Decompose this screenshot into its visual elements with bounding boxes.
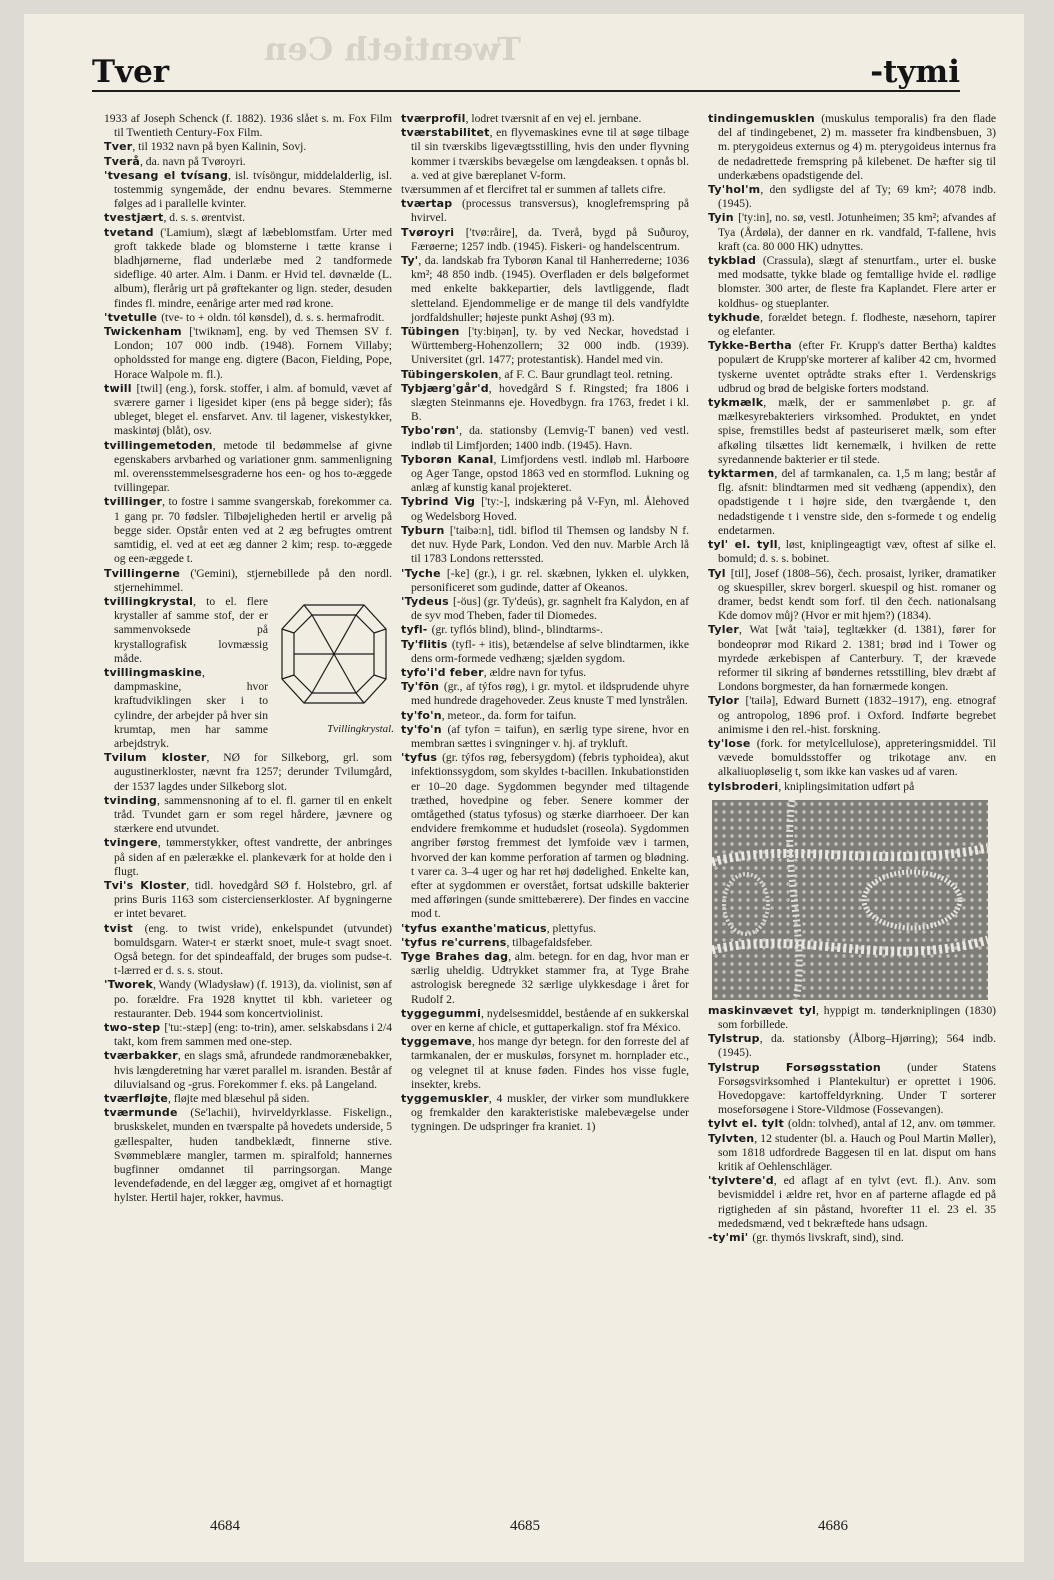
headword: 'tvetulle <box>104 310 162 324</box>
entry: 'Tyche [-ke] (gr.), i gr. rel. skæbnen, lykken el. ulykken, personificeret som gudinde, datter af Okeanos. <box>401 566 690 594</box>
headword: Tübingerskolen <box>401 367 499 381</box>
headword: Tvilum kloster <box>104 751 207 765</box>
entry: 'tyfus re'currens, tilbagefaldsfeber. <box>401 935 593 949</box>
headword: tværmunde <box>104 1106 191 1120</box>
headword: tvetand <box>104 225 161 239</box>
headword: tværprofil <box>401 112 466 125</box>
entry: tværsummen af et flercifret tal er summen af tallets cifre. <box>401 183 666 197</box>
headword: Tverå <box>104 154 140 168</box>
entry: tvillingkrystal, to el. flere krystaller af samme stof, der er sammenvoksede på krystallografisk lovmæssig måde. <box>104 594 268 665</box>
headword: Ty'fōn <box>401 680 444 694</box>
entry: Tylstrup, da. stationsby (Ålborg–Hjørring); 564 indb. (1945). <box>708 1032 996 1060</box>
headword: tværtap <box>401 197 463 211</box>
entry: 'Tworek, Wandy (Wladysław) (f. 1913), da. violinist, søn af po. forældre. Fra 1928 knyttet til kbh. varieteer og restauranter. Deb. 1944 som koncertviolinist. <box>104 978 392 1020</box>
entry: Tybrind Vig ['ty:-], indskæring på V-Fyn, ml. Ålehoved og Wedelsborg Hoved. <box>401 495 689 523</box>
entry: tyggemave, hos mange dyr betegn. for den forreste del af tarmkanalen, der er muskuløs, forsynet m. hornplader etc., og velegnet til at knuse føden. Findes hos visse fugle, insekter, krebs. <box>401 1035 689 1091</box>
entry: tyl' el. tyll, løst, kniplingeagtigt væv, oftest af silke el. bomuld; d. s. s. bobinet. <box>708 538 996 566</box>
headword: tyktarmen <box>708 467 775 481</box>
entry: ty'fo'n, meteor., da. form for taifun. <box>401 708 577 722</box>
entry: Ty'hol'm, den sydligste del af Ty; 69 km²; 4078 indb. (1945). <box>708 183 996 211</box>
headword: 'tyfus <box>401 751 443 765</box>
entry: tvillinger, to fostre i samme svangerskab, forekommer ca. 1 gang pr. 70 fødsler. Tilbøjeligheden hertil er arvelig på begge sider. Opstår enten ved at 2 æg befrugtes omtrent samtidig, el. ved at eet æg danner 2 kim; resp. to-æggede og een-æggede t. <box>104 495 392 566</box>
headword: tvinding <box>104 793 157 807</box>
header-last-word: -tymi <box>870 54 960 90</box>
headword: twill <box>104 381 137 395</box>
entry: tværstabilitet, en flyvemaskines evne til at søge tilbage til sin tværskibs ligevægtsstilling, hvis den under flyvning kommer i tværskibs bevægelse om længdeaksen. t opnås bl. a. ved at give bæreplanet V-form. <box>401 126 689 182</box>
headword: Twickenham <box>104 325 190 339</box>
entry: Tykke-Bertha (efter Fr. Krupp's datter Bertha) kaldtes populært de Krupp'ske morterer af kaliber 42 cm, hvormed tyskerne uventet optrådte straks efter 1. Verdenskrigs udbrud og brød de belgiske forters modstand. <box>708 339 996 395</box>
entry: tværmunde (Se'lachii), hvirveldyrklasse. Fiskelign., bruskskelet, munden en tværspalte på hovedets underside, 5 gællespalter, huden tandbeklædt, finnerne stive. Svømmeblære mangler, tarmen m. spiralfold; hannernes bugfinner omdannet til parringsorgan. Mange levendefødende, en del lægger æg, omgivet af et hornagtigt hylster. Hertil hajer, rokker, havmus. <box>104 1106 393 1205</box>
entry: tvillingemetoden, metode til bedømmelse af givne egenskabers arvbarhed og variationer gnm. sammenligning ml. overensstemmelsesgraderne hos een- og hos to-æggede tvillingepar. <box>104 438 392 495</box>
entry: tvingere, tømmerstykker, oftest vandrette, der anbringes på siden af en pælerække el. plankeværk for at holde den i flugt. <box>104 836 392 878</box>
entry: Tyler, Wat [wåt 'taiə], tegltækker (d. 1381), fører for bondeoprør mod Rikard 2. 1381; brød ind i Tower og myrdede ærkebispen af Canterbury. T, der krævede reformer til sikring af bøndernes retsstilling, blev dræbt af Londons borgmester, da han fornærmede kongen. <box>708 623 996 694</box>
headword: tyl' el. tyll <box>708 538 778 552</box>
entry: tværfløjte, fløjte med blæsehul på siden. <box>104 1092 310 1106</box>
entry: ty'lose (fork. for metylcellulose), appreteringsmiddel. Til vævede bomuldsstoffer og trikotage anv. en alkaliuopløselig t, som ikke kan vaskes ud af varen. <box>708 736 996 779</box>
headword: Tyler <box>708 623 740 637</box>
entry: 'Tydeus [-öus] (gr. Ty'deús), gr. sagnhelt fra Kalydon, en af de syv mod Theben, fader til Diomedes. <box>401 594 689 623</box>
entry: tykhude, forældet betegn. f. flodheste, næsehorn, tapirer og elefanter. <box>708 310 996 339</box>
entry: 'tvesang el tvísang, isl. tvísöngur, middelalderlig, isl. tostemmig syngemåde, der endnu bevares. Stemmerne følges ad i parallelle kvinter. <box>104 168 392 211</box>
headword: tvillingmaskine <box>104 665 203 679</box>
column-2 <box>401 112 689 1135</box>
entry: ty'fo'n (af tyfon = taifun), en særlig type sirene, hvor en membran sættes i svingninger v. hj. af trykluft. <box>401 722 689 750</box>
entry: tylsbroderi, kniplingsimitation udført på <box>708 779 915 793</box>
entry: tværtap (processus transversus), knoglefremspring på hvirvel. <box>401 197 689 225</box>
entry: tyggegummi, nydelsesmiddel, bestående af en sukkerskal over en kerne af chicle, et guttaperkalign. stof fra México. <box>401 1006 689 1034</box>
page-number-right: 4686 <box>818 1518 848 1534</box>
headword: tyggemuskler <box>401 1092 489 1106</box>
entry: Tyburn ['taibə:n], tidl. biflod til Themsen og landsby N f. det nuv. Hyde Park, London. Ved den nuv. Marble Arch lå til 1783 Londons retterssted. <box>401 523 689 566</box>
headword: Ty' <box>401 254 419 268</box>
headword: tværfløjte <box>104 1092 168 1106</box>
headword: maskinvævet tyl <box>708 1003 816 1017</box>
entry: Tyge Brahes dag, alm. betegn. for en dag, hvor man er særlig uheldig. Udtrykket stammer fra, at Tyge Brahe astrologisk beregnede 32 særlige ulykkesdage i året for Rudolf 2. <box>401 949 689 1006</box>
header-rule <box>92 90 960 92</box>
entry: tvist (eng. to twist vride), enkelspundet (utvundet) bomuldsgarn. Water-t er stærkt snoet, mule-t svagt snoet. Også betegn. for det spindeaffald, der bruges som pudse-t. t-lærred er d. s. s. stout. <box>104 921 392 978</box>
headword: 'tvesang el tvísang <box>104 168 229 182</box>
entry: two-step ['tu:-stæp] (eng: to-trin), amer. selskabsdans i 2/4 takt, kom frem sammen med one-step. <box>104 1021 392 1049</box>
headword: 'tyfus exanthe'maticus <box>401 921 547 935</box>
twin-crystal-figure <box>274 601 394 735</box>
entry: tyfo'i'd feber, ældre navn for tyfus. <box>401 665 587 679</box>
entry: twill [twil] (eng.), forsk. stoffer, i alm. af bomuld, vævet af sværere garner i ligesidet kiper (ens på begge sider); fås ubleget, bleget el. ensfarvet. Anv. til lagener, viskestykker, maskintøj (blåt), osv. <box>104 381 392 438</box>
entry: Ty', da. landskab fra Tyborøn Kanal til Hanherrederne; 1036 km²; 48 850 indb. (1945). Overfladen er dels bølgeformet med enkelte bakkepartier, dels lavtliggende, fladt sletteland. Ejendommelige er de mange til dels vandfyldte jordfaldshuller; højeste punkt Ashøj (93 m). <box>401 254 689 324</box>
entry: Tvøroyri ['tvø:råire], da. Tverå, bygd på Suðuroy, Færøerne; 1257 indb. (1945). Fiskeri- og handelscentrum. <box>401 225 689 253</box>
headword: Tykke-Bertha <box>708 339 799 353</box>
entry: tykmælk, mælk, der er sammenløbet p. gr. af mælkesyrebakteriers virksomhed. Produktet, en yndet spise, fremstilles bedst af pasteuriseret mælk, som efter afkøling tilsættes lidt kernemælk, i hvilken de rette syredannende bakterier er til stede. <box>708 396 996 466</box>
headword: tvillinger <box>104 495 163 509</box>
entry: Tvi's Kloster, tidl. hovedgård SØ f. Holstebro, grl. af prins Buris 1163 som cistercienserkloster. Af bygningerne er intet bevaret. <box>104 878 392 921</box>
headword: 'tyfus re'currens <box>401 935 507 949</box>
headword: Tybo'røn' <box>401 424 460 438</box>
headword: ty'fo'n <box>401 708 442 722</box>
headword: tværbakker <box>104 1049 178 1063</box>
entry: 1933 af Joseph Schenck (f. 1882). 1936 slået s. m. Fox Film til Twentieth Century-Fox Film. <box>104 112 392 140</box>
headword: Tver <box>104 140 133 154</box>
entry: 'tylvtere'd, ed aflagt af en tylvt (evt. fl.). Anv. som bevismiddel i ældre ret, hvor en af parterne aflagde ed på rigtigheden af sin påstand, hvorefter 11 el. 23 el. 35 mededsmænd, ved t bekræftede hans udsagn. <box>708 1174 996 1230</box>
headword: tindingemusklen <box>708 112 822 125</box>
headword: tyfo'i'd feber <box>401 665 484 679</box>
headword: tvillingkrystal <box>104 594 194 608</box>
entry: Twickenham ['twiknəm], eng. by ved Themsen SV f. London; 107 000 indb. (1948). Fornem Villaby; opholdssted for mange eng. digtere (Bacon, Fielding, Pope, Horace Walpole m. fl.). <box>104 325 392 381</box>
headword: tyggegummi <box>401 1006 482 1020</box>
entry: tværprofil, lodret tværsnit af en vej el. jernbane. <box>401 112 642 125</box>
headword: tylvt el. tylt <box>708 1117 788 1131</box>
headword: Ty'flitis <box>401 637 452 651</box>
crystal-drawing-icon <box>274 601 394 707</box>
headword: Tylstrup Forsøgsstation <box>708 1060 908 1074</box>
entry: maskinvævet tyl, hyppigt m. tønderkniplingen (1830) som forbillede. <box>708 1003 996 1031</box>
headword: two-step <box>104 1021 165 1034</box>
entry: Tylstrup Forsøgsstation (under Statens Forsøgsvirksomhed i Plantekultur) er oprettet i 1906. Hovedopgave: kartoffeldyrkning. Under T sorterer moseforsøgene i Store-Vildmose (Fossevangen). <box>708 1060 996 1117</box>
entry: tykblad (Crassula), slægt af stenurtfam., urter el. buske med modsatte, tykke blade og femtallige hvide el. rødlige blomster. 300 arter, de fleste fra Kaplandet. Flere arter er koldhus- og stueplanter. <box>708 254 996 310</box>
entry: tyfl- (gr. tyflós blind), blind-, blindtarms-. <box>401 623 603 637</box>
entry: Tylor ['tailə], Edward Burnett (1832–1917), eng. etnograf og antropolog, 1896 prof. i Oxford. Indførte begrebet animisme i den rel.-hist. forskning. <box>708 694 996 736</box>
entry: -ty'mi' (gr. thymós livskraft, sind), sind. <box>708 1231 904 1244</box>
headword: tvestjært <box>104 211 164 225</box>
headword: 'Tworek <box>104 978 153 992</box>
headword: tylsbroderi <box>708 779 779 793</box>
headword: Tylvten <box>708 1131 755 1145</box>
entry: Tyin ['ty:in], no. sø, vestl. Jotunheimen; 35 km²; afvandes af Tya (Årdøla), der danner en rk. vandfald, T-fallene, hvis kraft (ca. 80 000 HK) udnyttes. <box>708 211 996 253</box>
headword: ty'fo'n <box>401 722 448 736</box>
headword: tvingere <box>104 836 158 850</box>
entry: Tybjærg'går'd, hovedgård S f. Ringsted; fra 1806 i slægten Steinmanns eje. Hovedbygn. fra 1763, fredet i kl. B. <box>401 381 689 424</box>
column-3 <box>708 112 996 1245</box>
headword: tværstabilitet <box>401 126 490 140</box>
headword: Tvøroyri <box>401 225 466 239</box>
headword: Tyborøn Kanal <box>401 452 494 466</box>
headword: Tylor <box>708 694 746 708</box>
entry: tvetand ('Lamium), slægt af læbeblomstfam. Urter med groft takkede blade og blomsterne i tætte kranse i bladhjørnerne, flad underlæbe med 2 tandformede sideflige. 40 arter. Alm. i Danm. er Hvid tel. døvnælde (L. album), flerårig urt på grøftekanter og lign. steder, desuden findes fl. mindre, eenårige arter med rød krone. <box>104 225 392 310</box>
entry: 'tvetulle (tve- to + oldn. tól kønsdel), d. s. s. hermafrodit. <box>104 310 385 324</box>
headword: tykmælk <box>708 396 764 410</box>
entry: tvillingmaskine, dampmaskine, hvor kraftudviklingen sker i to cylindre, der arbejder på hver sin krumtap, men har samme arbejdstryk. <box>104 665 268 750</box>
headword: Tvi's Kloster <box>104 878 187 892</box>
lace-pattern-icon <box>712 800 988 1000</box>
entry: Tvillingerne ('Gemini), stjernebillede på den nordl. stjernehimmel. <box>104 566 392 594</box>
headword: tykblad <box>708 254 763 268</box>
entry: Tvilum kloster, NØ for Silkeborg, grl. som augustinerkloster, nævnt fra 1257; derunder Tvilumgård, der 1537 lagdes under Silkeborg slot. <box>104 751 392 793</box>
header-first-word: Tver <box>92 54 170 90</box>
headword: -ty'mi' <box>708 1231 753 1244</box>
headword: Tylstrup <box>708 1032 760 1046</box>
headword: Tübingen <box>401 325 469 339</box>
entry: Tyl [til], Josef (1808–56), čech. prosaist, lyriker, dramatiker og skuespiller, skrev borgerl. skuespil og hist. romaner og dramer, bedst kendt som forf. til den čech. nationalsang Kde domov můj? (Hvor er mit hjem?) (1834). <box>708 566 996 623</box>
page-number-middle: 4685 <box>510 1518 540 1534</box>
entry: tværbakker, en slags små, afrundede randmorænebakker, hvis længderetning har været parallel m. isranden. Består af diluvialsand og -grus. Forekommer f. eks. på Langeland. <box>104 1049 392 1091</box>
entry: tyktarmen, del af tarmkanalen, ca. 1,5 m lang; består af flg. afsnit: blindtarmen med sit vedhæng (appendix), den opadstigende t i højre side, den tværgående t, den nedadstigende t i venstre side, den s-formede t og endelig endetarmen. <box>708 467 996 537</box>
page-number-left: 4684 <box>210 1518 240 1534</box>
entry: tindingemusklen (muskulus temporalis) fra den flade del af tindingebenet, 2) m. masseter fra kindbensbuen, 3) m. pterygoideus externus og 4) m. pterygoideus internus fra de nedadrettede fremspring på kilebenet. De hæfter sig til underkæbens opadstigende del. <box>708 112 997 182</box>
headword: 'tylvtere'd <box>708 1174 774 1188</box>
headword: ty'lose <box>708 736 757 750</box>
entry: tyggemuskler, 4 muskler, der virker som mundlukkere og fremkalder den karakteristiske malebevægelse under tygningen. De udspringer fra kraniet. 1) <box>401 1092 689 1134</box>
headword: Tyge Brahes dag <box>401 949 509 963</box>
headword: Tvillingerne <box>104 566 191 580</box>
headword: Tyin <box>708 211 739 225</box>
headword: tyfl- <box>401 623 432 637</box>
entry: Tübingen ['ty:biŋən], ty. by ved Neckar, hovedstad i Württemberg-Hohenzollern; 32 000 indb. (1939). Universitet (grl. 1477; protestantisk). Handel med vin. <box>401 325 689 367</box>
tulle-embroidery-photo <box>712 800 988 1000</box>
show-through-text: Twentieth Cen <box>264 30 522 68</box>
column-1 <box>104 112 392 1206</box>
entry: Tverå, da. navn på Tvøroyri. <box>104 154 246 168</box>
entry: 'tyfus exanthe'maticus, plettyfus. <box>401 921 597 935</box>
entry: tvestjært, d. s. s. ørentvist. <box>104 211 245 225</box>
figure-caption: Tvillingkrystal. <box>327 722 394 735</box>
entry: Tylvten, 12 studenter (bl. a. Hauch og Poul Martin Møller), som 1818 udfordrede Baggesen til en lat. disput om hans kritik af Oehlenschläger. <box>708 1131 996 1173</box>
headword: Tyburn <box>401 523 450 537</box>
headword: tyggemave <box>401 1035 472 1049</box>
headword: Tyl <box>708 566 731 580</box>
entry: Tyborøn Kanal, Limfjordens vestl. indløb ml. Harboøre og Ager Tange, opstod 1863 ved en stormflod. Lukning og anlæg af kunstig kanal projekteret. <box>401 452 690 495</box>
headword: 'Tyche <box>401 566 447 580</box>
headword: Tybjærg'går'd <box>401 381 489 395</box>
entry: Ty'fōn (gr., af týfos røg), i gr. mytol. et ildsprudende uhyre med hundrede dragehoveder. Zeus knuste T med lynstrålen. <box>401 680 689 708</box>
entry: tylvt el. tylt (oldn: tolvhed), antal af 12, anv. om tømmer. <box>708 1117 996 1131</box>
headword: tykhude <box>708 310 761 324</box>
headword: tvillingemetoden <box>104 438 213 452</box>
headword: Ty'hol'm <box>708 183 761 197</box>
entry: Tver, til 1932 navn på byen Kalinin, Sovj. <box>104 140 307 154</box>
entry: 'tyfus (gr. týfos røg, febersygdom) (febris typhoidea), akut infektionssygdom, som skyldes t-bacillen. Inkubationstiden er 10–20 dage. Sygdommen begynder med tiltagende træthed, hovedpine og feber. Senere kommer der omtågethed (status tyfosus) og stærke diarrhoeer. Der kan endvidere fremkomme et hududslet (roseola). Sygdommen angriber førstog fremmest det lymfoide væv i tarmen, hvorved der kan komme perforation af tarmen og blødning. t varer ca. 3–4 uger og har ret høj dødelighed. Enkelte kan, efter at sygdommen er overstået, fortsat udskille bakterier med afføringen (sunde smittebærere). Der findes en vaccine mod t. <box>401 751 689 921</box>
entry: tvinding, sammensnoning af to el. fl. garner til en enkelt tråd. Tvundet garn er som regel hårdere, jævnere og stærkere end utvundet. <box>104 793 392 836</box>
headword: 'Tydeus <box>401 594 454 608</box>
dictionary-page <box>24 14 1024 1562</box>
headword: tvist <box>104 921 145 935</box>
entry: Ty'flitis (tyfl- + itis), betændelse af selve blindtarmen, ikke dens orm-formede vedhæng; sjælden sygdom. <box>401 637 689 665</box>
headword: Tybrind Vig <box>401 495 482 509</box>
entry: Tübingerskolen, af F. C. Baur grundlagt teol. retning. <box>401 367 673 381</box>
entry: Tybo'røn', da. stationsby (Lemvig-T banen) ved vestl. indløb til Limfjorden; 1400 indb. (1945). Havn. <box>401 424 689 452</box>
